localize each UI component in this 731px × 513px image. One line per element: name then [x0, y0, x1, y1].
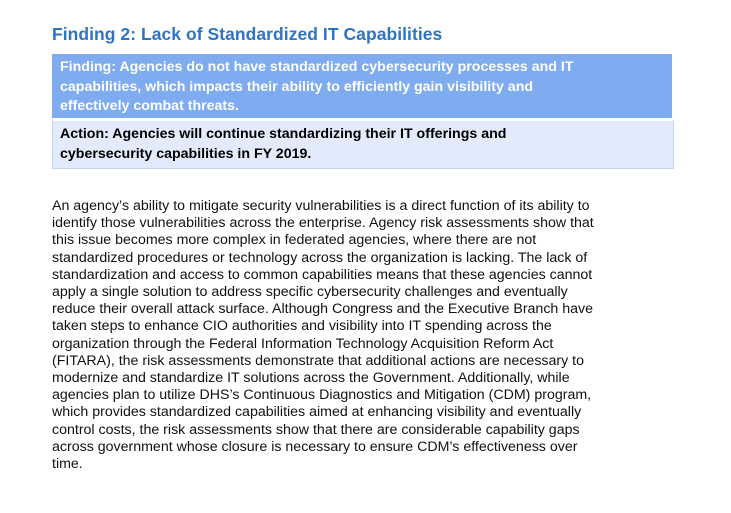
- paragraph-line: An agency’s ability to mitigate security vulnerabilities is a direct function of its ability to: [52, 198, 590, 214]
- finding-line: Finding: Agencies do not have standardized cybersecurity processes and IT: [60, 59, 574, 75]
- paragraph-line: this issue becomes more complex in federated agencies, where there are not: [52, 232, 537, 249]
- action-box: [52, 119, 674, 169]
- paragraph-line: organization through the Federal Information Technology Acquisition Reform Act: [52, 335, 554, 352]
- paragraph-line: standardization and access to common capabilities means that these agencies cannot: [52, 266, 593, 283]
- paragraph-line: agencies plan to utilize DHS’s Continuous Diagnostics and Mitigation (CDM) program,: [52, 387, 592, 404]
- paragraph-line: time.: [52, 456, 83, 473]
- paragraph-line: standardized procedures or technology across the organization is lacking. The lack of: [52, 249, 588, 266]
- paragraph-line: apply a single solution to address specific cybersecurity challenges and eventually: [52, 284, 568, 301]
- body-paragraph: [52, 198, 677, 473]
- paragraph-line: control costs, the risk assessments show that there are considerable capability gaps: [52, 421, 580, 438]
- paragraph-line: taken steps to enhance CIO authorities and visibility into IT spending across the: [52, 318, 552, 335]
- paragraph-line: (FITARA), the risk assessments demonstrate that additional actions are necessary to: [52, 352, 584, 369]
- finding-line: capabilities, which impacts their ability to efficiently gain visibility and: [60, 78, 534, 95]
- action-line: Action: Agencies will continue standardizing their IT offerings and: [60, 126, 507, 142]
- section-heading: Finding 2: Lack of Standardized IT Capabilities: [52, 24, 443, 44]
- paragraph-line: modernize and standardize IT solutions across the Government. Additionally, while: [52, 370, 570, 387]
- paragraph-line: which provides standardized capabilities aimed at enhancing visibility and eventually: [52, 404, 582, 421]
- paragraph-line: reduce their overall attack surface. Although Congress and the Executive Branch have: [52, 301, 594, 318]
- paragraph-line: across government whose closure is necessary to ensure CDM’s effectiveness over: [52, 438, 578, 455]
- paragraph-line: identify those vulnerabilities across the enterprise. Agency risk assessments show that: [52, 215, 594, 232]
- finding-box: [52, 54, 672, 118]
- action-line: cybersecurity capabilities in FY 2019.: [60, 145, 312, 162]
- finding-line: effectively combat threats.: [60, 98, 239, 114]
